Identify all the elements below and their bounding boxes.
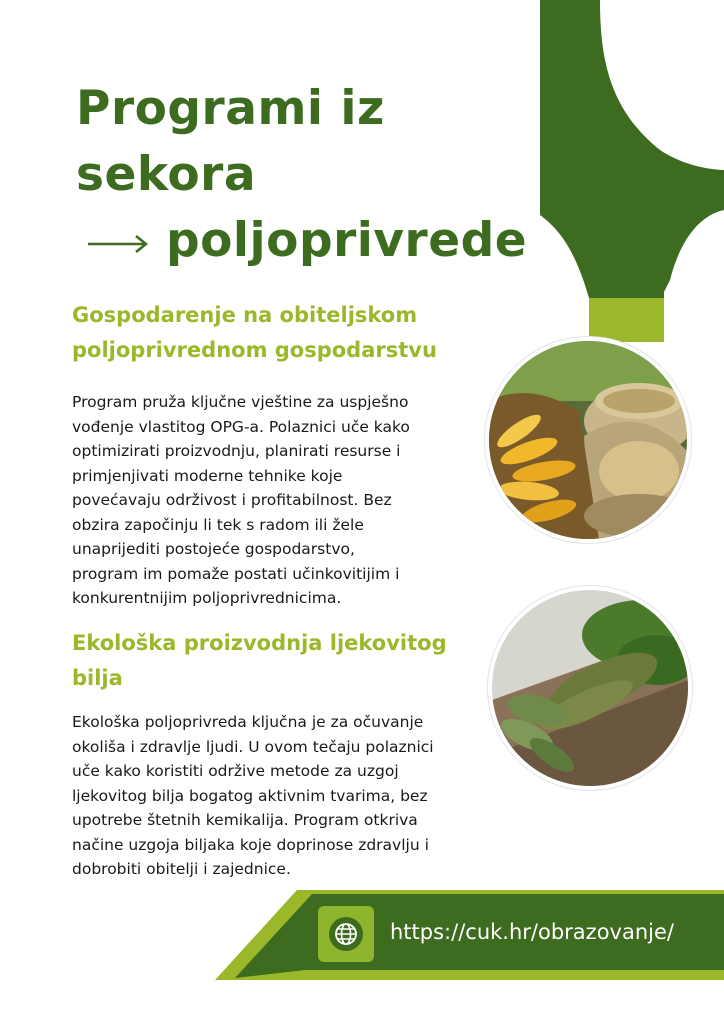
body-line: optimizirati proizvodnju, planirati resurse i [72,442,401,460]
body-line: program im pomaže postati učinkovitijim i [72,564,400,583]
section-2-heading [72,626,447,696]
body-line: okoliša i zdravlje ljudi. U ovom tečaju polaznici [72,737,434,756]
body-line: načine uzgoja biljaka koje doprinose zdravlju i [72,835,429,854]
title-line-3-row [76,208,527,274]
body-line: ljekovitog bilja bogatog aktivnim tvarima, bez [72,786,428,805]
section-1-heading-line: Gospodarenje na obiteljskom [72,303,418,327]
grain-harvest-photo [489,341,687,539]
section-1-heading-line: poljoprivrednom gospodarstvu [72,338,437,362]
body-line: konkurentnijim poljoprivrednicima. [72,589,342,607]
body-line: uče kako koristiti održive metode za uzgoj [72,762,399,780]
section-1-body [72,390,410,611]
body-line: dobrobiti obitelji i zajednice. [72,860,291,878]
herbs-photo [492,590,688,786]
page-title [76,76,527,274]
body-line: Ekološka poljoprivreda ključna je za očuvanje [72,713,424,731]
title-line-3: poljoprivrede [166,213,528,268]
website-url-link[interactable]: https://cuk.hr/obrazovanje/ [390,920,674,944]
body-line: obzira započinju li tek s radom ili žele [72,515,364,534]
body-line: upotrebe štetnih kemikalija. Program otkriva [72,811,418,829]
section-2-heading-line: bilja [72,666,123,690]
body-line: primjenjivati moderne tehnike koje [72,466,343,485]
arrow-right-icon [86,234,150,254]
body-line: Program pruža ključne vještine za uspješno [72,393,409,411]
body-line: povećavaju održivost i profitabilnost. Bez [72,491,392,509]
body-line: unaprijediti postojeće gospodarstvo, [72,540,355,558]
title-line-1: Programi iz [76,81,385,136]
title-line-2: sekora [76,147,257,202]
globe-icon [328,916,364,952]
section-2-heading-line: Ekološka proizvodnja ljekovitog [72,631,447,655]
section-1-heading [72,298,437,368]
body-line: vođenje vlastitog OPG-a. Polaznici uče kako [72,417,410,436]
website-link-icon-box[interactable] [318,906,374,962]
section-2-body [72,710,434,882]
